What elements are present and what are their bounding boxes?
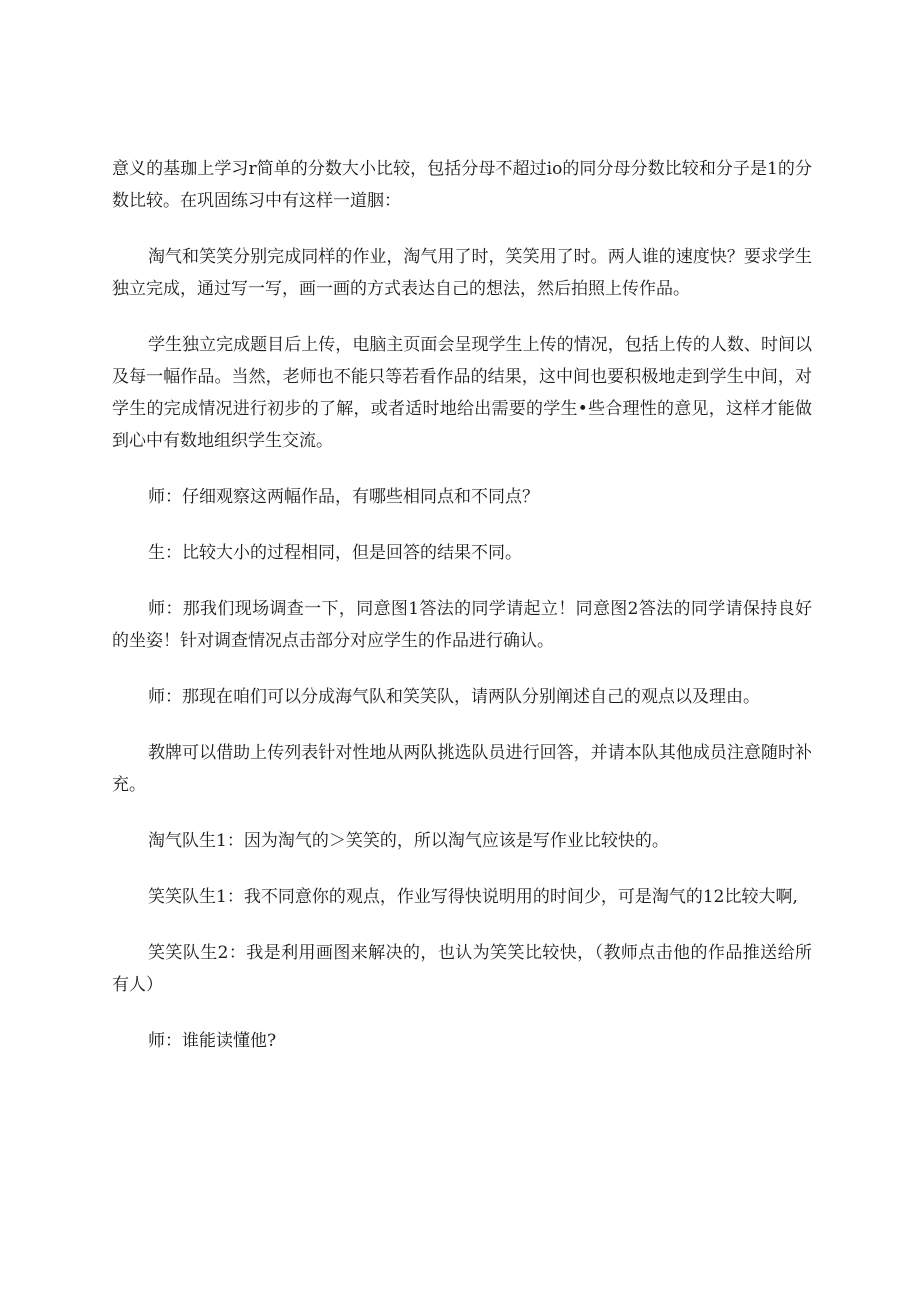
paragraph-2: 淘气和笑笑分别完成同样的作业，淘气用了时，笑笑用了时。两人谁的速度快？要求学生独立完成，通过写一写，画一画的方式表达自己的想法，然后拍照上传作品。 — [112, 247, 812, 299]
paragraph-11: 笑笑队生2：我是利用画图来解决的，也认为笑笑比较快，（教师点击他的作品推送给所有人） — [112, 943, 812, 995]
paragraph-8: 教牌可以借助上传列表针对性地从两队挑选队员进行回答，并请本队其他成员注意随时补充。 — [112, 743, 812, 795]
paragraph-6: 师：那我们现场调查一下，同意图1答法的同学请起立！同意图2答法的同学请保持良好的坐姿！针对调查情况点击部分对应学生的作品进行确认。 — [112, 599, 812, 651]
paragraph-3: 学生独立完成题目后上传，电脑主页面会呈现学生上传的情况，包括上传的人数、时间以及每一幅作品。当然，老师也不能只等若看作品的结果，这中间也要积极地走到学生中间，对学生的完成情况进行初步的了解，或者适时地给出需要的学生•些合理性的意见，这样才能做到心中有数地组织学生交流。 — [112, 335, 812, 451]
document-page — [112, 153, 812, 1081]
paragraph-9: 淘气队生1：因为淘气的＞笑笑的，所以淘气应该是写作业比较快的。 — [148, 831, 669, 851]
paragraph-7: 师：那现在咱们可以分成海气队和笑笑队，请两队分别阐述自己的观点以及理由。 — [148, 687, 760, 707]
paragraph-12: 师：谁能读懂他? — [148, 1031, 277, 1051]
paragraph-10: 笑笑队生1：我不同意你的观点，作业写得快说明用的时间少，可是淘气的12比较大啊, — [148, 887, 798, 907]
paragraph-4: 师：仔细观察这两幅作品，有哪些相同点和不同点？ — [148, 487, 539, 507]
paragraph-1: 意义的基珈上学习r简单的分数大小比较，包括分母不超过io的同分母分数比较和分子是1的分数比较。在巩固练习中有这样一道胭： — [112, 159, 812, 211]
paragraph-5: 生：比较大小的过程相同，但是回答的结果不同。 — [148, 543, 522, 563]
